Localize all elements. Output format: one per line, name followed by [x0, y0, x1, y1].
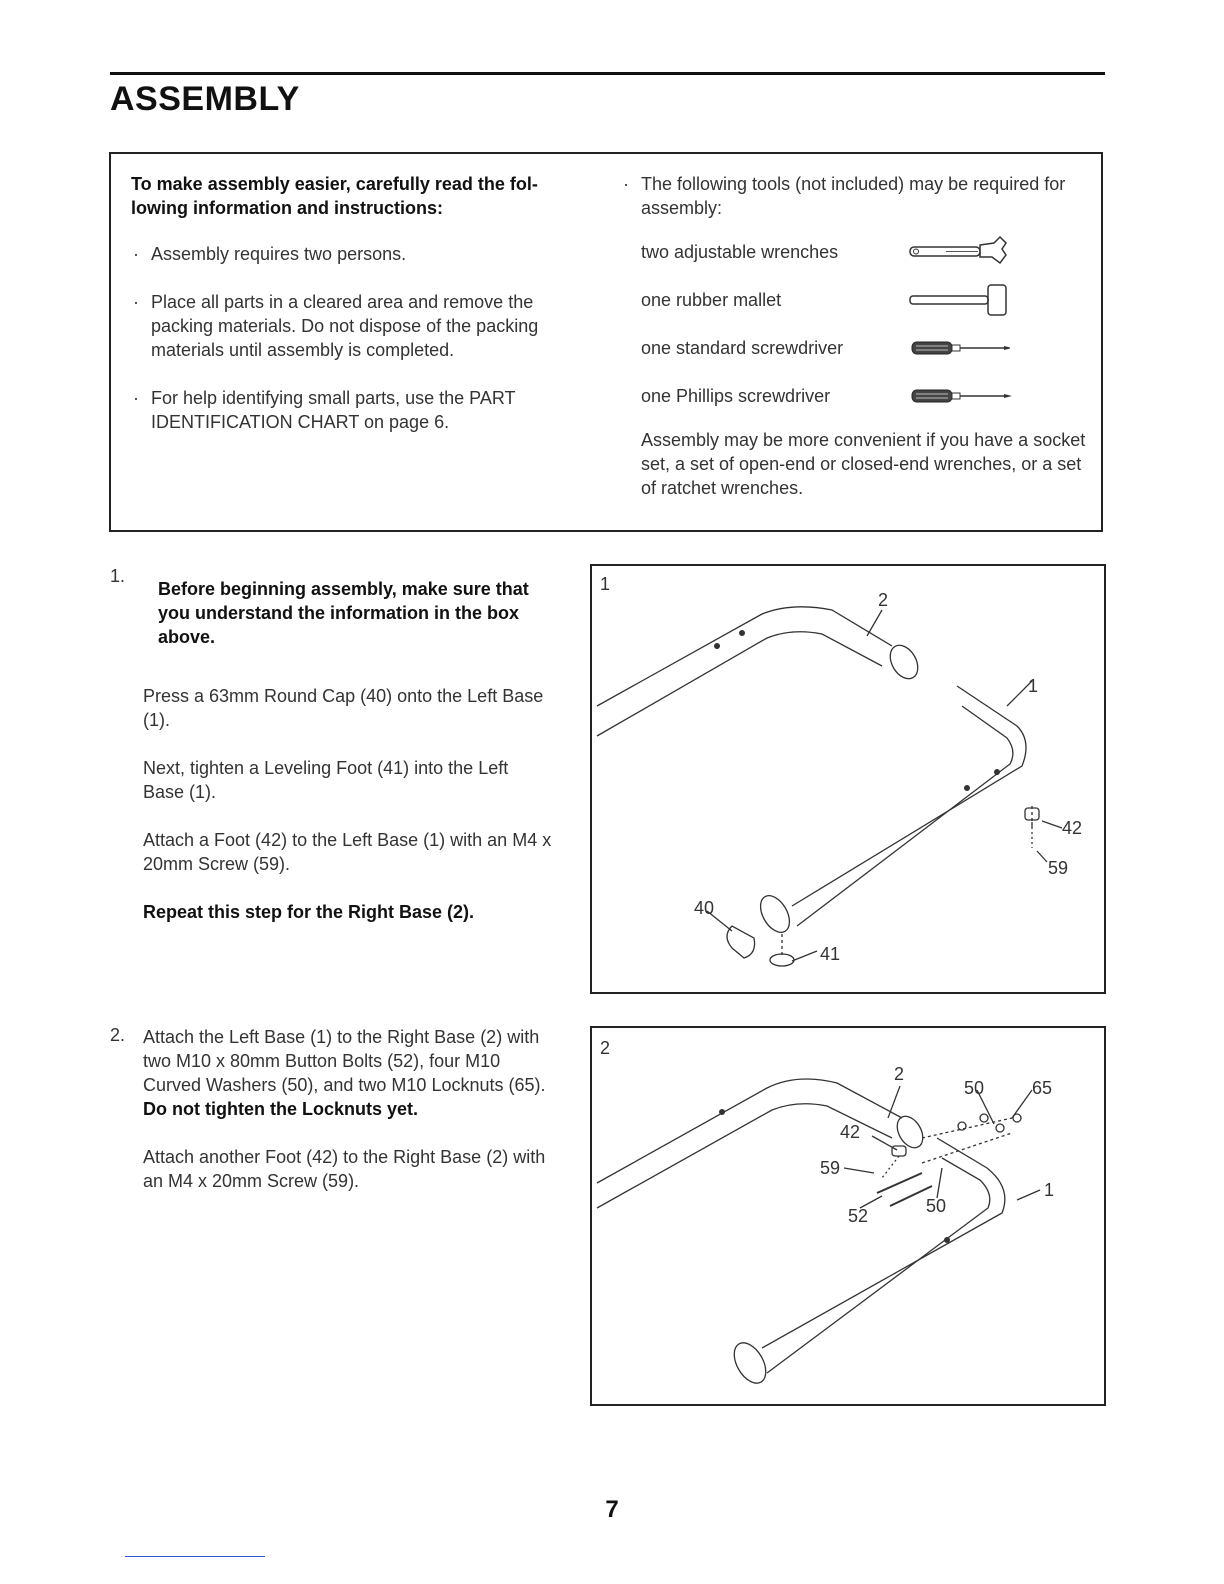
callout-label: 65	[1032, 1078, 1053, 1098]
callout-label: 40	[694, 898, 715, 918]
callout-label: 2	[878, 590, 889, 610]
step-2-text-a: Attach the Left Base (1) to the Right Base (2) with two M10 x 80mm Button Bolts (52), four M10 Curved Washers (50), and two M10 Locknuts (65).	[143, 1027, 546, 1095]
tool-row	[641, 324, 1091, 372]
tool-row	[641, 372, 1091, 420]
step-number: 1.	[110, 566, 126, 586]
step-1-intro-text: Before beginning assembly, make sure that you understand the information in the box above.	[158, 579, 529, 647]
info-bullet	[131, 242, 591, 266]
figure-label: 2	[600, 1038, 611, 1058]
tool-name: one Phillips screwdriver	[641, 385, 831, 406]
info-bullet	[131, 386, 591, 434]
step-paragraph: Attach another Foot (42) to the Right Base (2) with an M4 x 20mm Screw (59).	[143, 1147, 546, 1191]
tools-intro	[621, 172, 1091, 220]
info-bullet-text: For help identifying small parts, use the PART IDENTIFICATION CHART on page 6.	[151, 388, 516, 432]
tool-name: one rubber mallet	[641, 289, 782, 310]
info-bullet-text: Place all parts in a cleared area and remove the packing materials. Do not dispose of the packing materials until assembly is completed.	[151, 292, 539, 360]
step-paragraph: Press a 63mm Round Cap (40) onto the Left Base (1).	[143, 686, 544, 730]
step-number: 2.	[110, 1025, 126, 1045]
tool-row	[641, 276, 1091, 324]
callout-label: 59	[820, 1158, 841, 1178]
page-number: 7	[605, 1496, 619, 1523]
tools-list	[641, 228, 1091, 420]
callout-label: 52	[848, 1206, 869, 1226]
callout-label: 42	[1062, 818, 1083, 838]
info-lead	[131, 172, 591, 220]
step-2-warning: Do not tighten the Locknuts yet.	[143, 1099, 418, 1119]
tools-note: Assembly may be more convenient if you have a socket set, a set of open-end or closed-end wrenches, or a set of ratchet wrenches.	[641, 430, 1086, 498]
bullet-dot-icon: ·	[623, 174, 629, 194]
callout-label: 50	[964, 1078, 985, 1098]
figure-1	[590, 564, 1106, 994]
step-paragraph	[143, 1025, 553, 1121]
step-paragraph: Attach a Foot (42) to the Left Base (1) with an M4 x 20mm Screw (59).	[143, 830, 552, 874]
callout-label: 2	[894, 1064, 905, 1084]
bullet-dot-icon: ·	[133, 292, 139, 312]
adjustable-wrench-icon	[906, 235, 1016, 269]
bullet-dot-icon: ·	[133, 388, 139, 408]
info-right-column	[621, 172, 1091, 500]
info-lead-line-2: lowing information and instructions:	[131, 198, 443, 218]
info-left-column	[131, 172, 591, 458]
figure-2	[590, 1026, 1106, 1406]
rubber-mallet-icon	[906, 282, 1016, 318]
info-box	[109, 152, 1103, 532]
tool-name: two adjustable wrenches	[641, 241, 839, 262]
step-2-text	[143, 1025, 553, 1217]
step-1-intro	[158, 577, 548, 673]
header-rule	[110, 72, 1105, 75]
step-repeat-note: Repeat this step for the Right Base (2).	[143, 902, 475, 922]
figure-1-drawing	[592, 566, 1104, 992]
tools-intro-text: The following tools (not included) may be required for assembly:	[641, 174, 1066, 218]
info-bullet-text: Assembly requires two persons.	[151, 244, 407, 264]
callout-label: 59	[1048, 858, 1069, 878]
info-lead-line-1: To make assembly easier, carefully read the fol-	[131, 174, 538, 194]
bullet-dot-icon: ·	[133, 244, 139, 264]
page-title: ASSEMBLY	[110, 80, 300, 118]
step-paragraph: Next, tighten a Leveling Foot (41) into the Left Base (1).	[143, 758, 509, 802]
standard-screwdriver-icon	[906, 336, 1016, 360]
tool-row	[641, 228, 1091, 276]
footer-underline	[125, 1556, 265, 1557]
tool-name: one standard screwdriver	[641, 337, 844, 358]
callout-label: 42	[840, 1122, 861, 1142]
step-1-text	[143, 684, 553, 948]
phillips-screwdriver-icon	[906, 384, 1016, 408]
info-bullet	[131, 290, 591, 362]
callout-label: 1	[1028, 676, 1039, 696]
callout-label: 1	[1044, 1180, 1055, 1200]
figure-label: 1	[600, 574, 611, 594]
callout-label: 41	[820, 944, 841, 964]
callout-label: 50	[926, 1196, 947, 1216]
